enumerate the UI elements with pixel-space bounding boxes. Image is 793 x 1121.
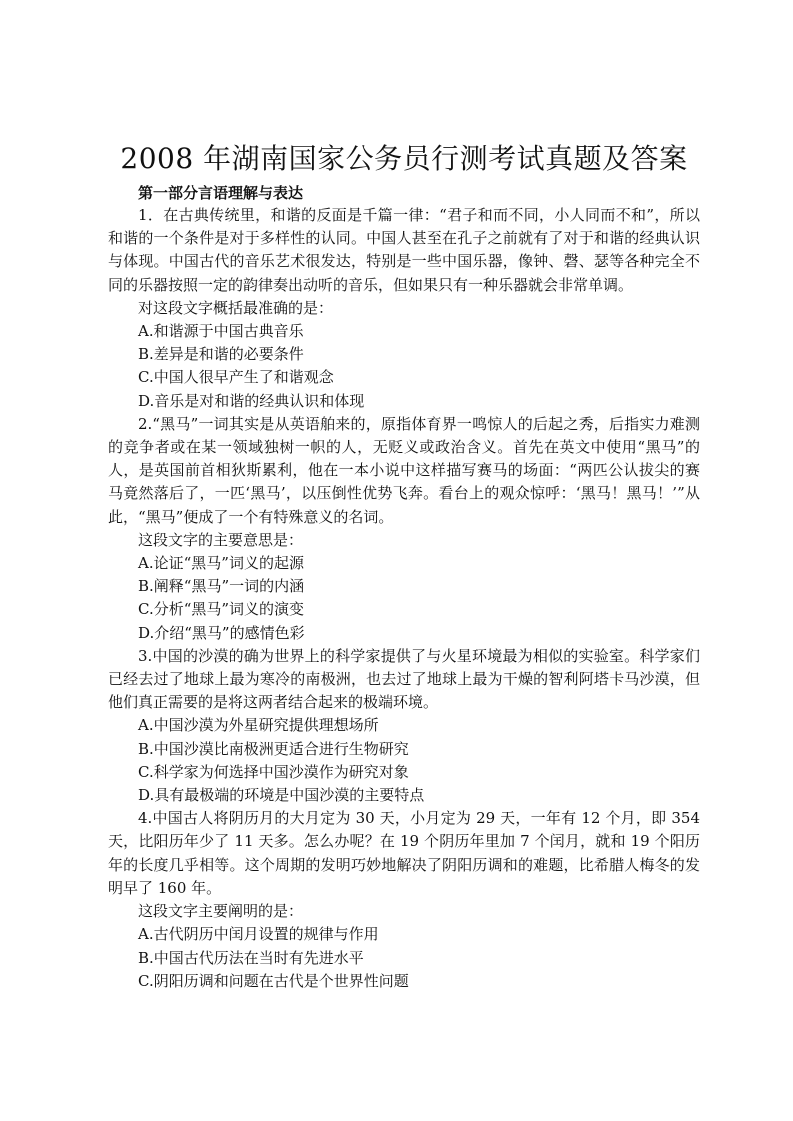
question-3-option-a: A.中国沙漠为外星研究提供理想场所	[138, 716, 379, 735]
question-4-option-a: A.古代阴历中闰月设置的规律与作用	[138, 925, 379, 944]
question-2-prompt: 这段文字的主要意思是：	[138, 530, 304, 549]
question-2-option-b: B.阐释“黑马”一词的内涵	[138, 577, 305, 596]
question-3	[108, 645, 700, 807]
question-2-option-d: D.介绍“黑马”的感情色彩	[138, 623, 305, 642]
document-title: 2008 年湖南国家公务员行测考试真题及答案	[120, 142, 688, 175]
question-1-option-c: C.中国人很早产生了和谐观念	[138, 368, 334, 387]
section-heading: 第一部分言语理解与表达	[138, 184, 304, 202]
question-2-option-c: C.分析“黑马”词义的演变	[138, 600, 305, 619]
question-1-prompt: 对这段文字概括最准确的是：	[138, 298, 334, 317]
question-1	[108, 204, 700, 413]
question-2	[108, 413, 700, 645]
question-1-option-b: B.差异是和谐的必要条件	[138, 345, 304, 364]
question-3-option-d: D.具有最极端的环境是中国沙漠的主要特点	[138, 786, 425, 805]
question-1-option-d: D.音乐是对和谐的经典认识和体现	[138, 391, 365, 410]
question-2-passage: 2.“黑马”一词其实是从英语舶来的，原指体育界一鸣惊人的后起之秀，后指实力难测的竞争者或在某一领域独树一帜的人，无贬义或政治含义。首先在英文中使用“黑马”的人，是英国前首相狄斯累利，他在一本小说中这样描写赛马的场面：“两匹公认拔尖的赛马竟然落后了，一匹‘黑马’，以压倒性优势飞奔。看台上的观众惊呼：‘黑马！黑马！’”从此，“黑马”便成了一个有特殊意义的名词。	[108, 414, 700, 526]
question-4-option-b: B.中国古代历法在当时有先进水平	[138, 948, 364, 967]
question-1-passage: 1．在古典传统里，和谐的反面是千篇一律：“君子和而不同，小人同而不和”，所以和谐的一个条件是对于多样性的认同。中国人甚至在孔子之前就有了对于和谐的经典认识与体现。中国古代的音乐艺术很发达，特别是一些中国乐器，像钟、磬、瑟等各种完全不同的乐器按照一定的韵律奏出动听的音乐，但如果只有一种乐器就会非常单调。	[108, 206, 700, 294]
question-3-passage: 3.中国的沙漠的确为世界上的科学家提供了与火星环境最为相似的实验室。科学家们已经去过了地球上最为寒冷的南极洲，也去过了地球上最为干燥的智利阿塔卡马沙漠，但他们真正需要的是将这两者结合起来的极端环境。	[108, 646, 700, 712]
question-2-option-a: A.论证“黑马”词义的起源	[138, 554, 304, 573]
question-1-option-a: A.和谐源于中国古典音乐	[138, 322, 304, 341]
question-4-option-c: C.阴阳历调和问题在古代是个世界性问题	[138, 971, 409, 990]
question-3-option-c: C.科学家为何选择中国沙漠作为研究对象	[138, 762, 409, 781]
document-content	[108, 140, 700, 993]
question-4-prompt: 这段文字主要阐明的是：	[138, 902, 304, 921]
question-4	[108, 807, 700, 993]
question-3-option-b: B.中国沙漠比南极洲更适合进行生物研究	[138, 739, 409, 758]
question-4-passage: 4.中国古人将阴历月的大月定为 30 天，小月定为 29 天，一年有 12 个月，即 354 天，比阳历年少了 11 天多。怎么办呢？在 19 个阴历年里加 7 个闰月，就和 19 个阳历年的长度几乎相等。这个周期的发明巧妙地解决了阴阳历调和的难题，比希腊人梅冬的发明早了 160 年。	[108, 809, 700, 897]
